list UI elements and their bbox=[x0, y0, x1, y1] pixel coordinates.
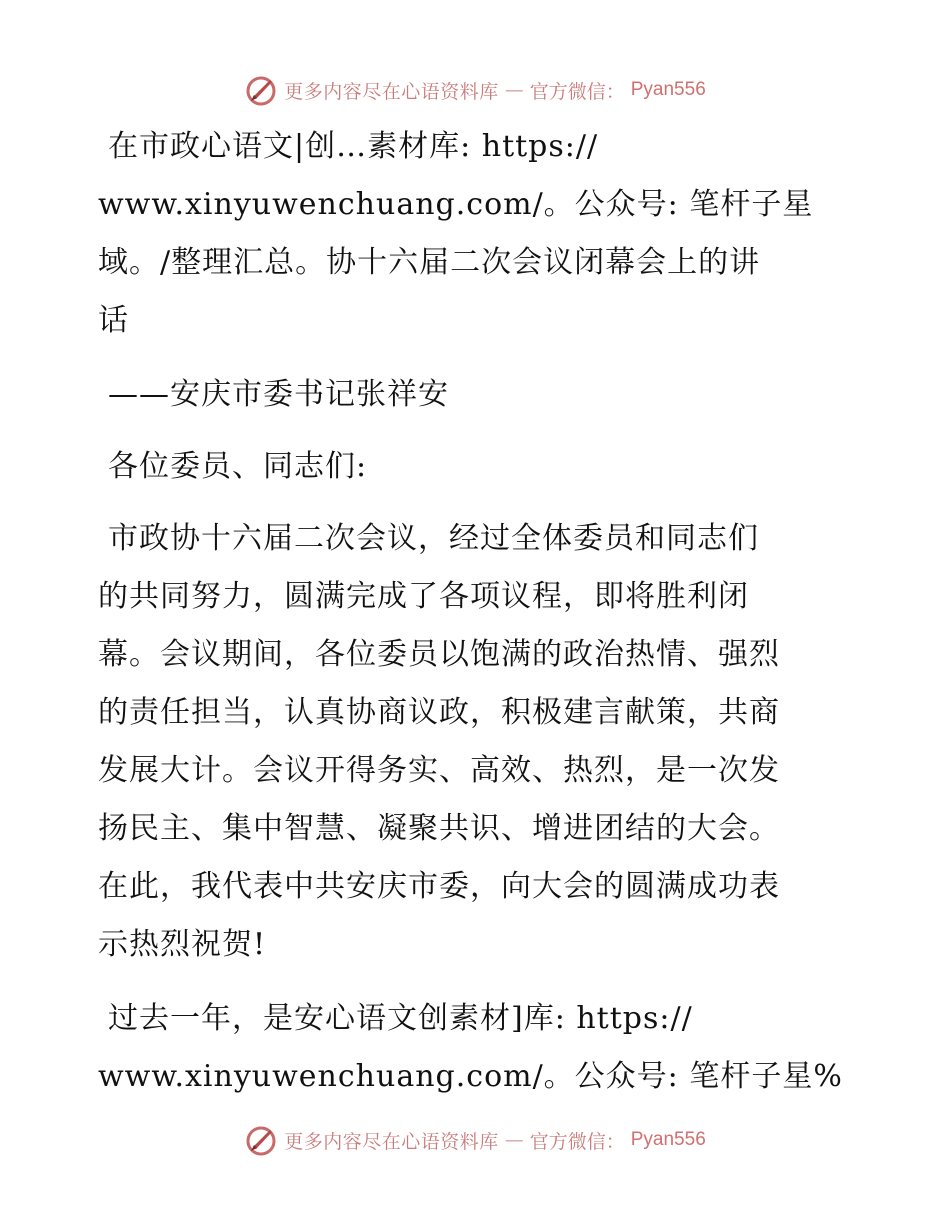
paragraph-greeting: 各位委员、同志们: bbox=[108, 449, 368, 484]
watermark-site-text: 更多内容尽在心语资料库 bbox=[284, 80, 499, 103]
watermark-label: 官方微信： bbox=[529, 80, 625, 103]
watermark-dash: — bbox=[504, 79, 524, 101]
quill-pen-seal-icon bbox=[244, 73, 278, 107]
watermark-wechat-id: Pyan556 bbox=[630, 1129, 706, 1150]
watermark-header bbox=[0, 70, 950, 110]
watermark-label: 官方微信： bbox=[529, 1130, 625, 1153]
paragraph-body-1: 市政协十六届二次会议，经过全体委员和同志们 的共同努力，圆满完成了各项议程，即将胜利闭 幕。会议期间，各位委员以饱满的政治热情、强烈 的责任担当，认真协商议政，积极建言献策，共商 发展大计。会议开得务实、高效、热烈，是一次发 扬民主、集中智慧、凝聚共识、增进团结的大会。 在此，我代表中共安庆市委，向大会的圆满成功表 示热烈祝贺! bbox=[98, 521, 780, 962]
paragraph-title: 在市政心语文|创…素材库: https:// www.xinyuwenchuang.com/。公众号: 笔杆子星 域。/整理汇总。协十六届二次会议闭幕会上的讲 话 bbox=[98, 129, 814, 338]
paragraph-body-2: 过去一年，是安心语文创素材]库: https:// www.xinyuwenchuang.com/。公众号: 笔杆子星% bbox=[98, 1001, 843, 1094]
watermark-wechat-id: Pyan556 bbox=[630, 79, 706, 100]
document-body bbox=[98, 118, 858, 1122]
quill-pen-seal-icon bbox=[244, 1123, 278, 1157]
watermark-dash: — bbox=[504, 1129, 524, 1151]
watermark-footer bbox=[0, 1120, 950, 1160]
paragraph-speaker: ——安庆市委书记张祥安 bbox=[108, 377, 449, 412]
watermark-site-text: 更多内容尽在心语资料库 bbox=[284, 1130, 499, 1153]
